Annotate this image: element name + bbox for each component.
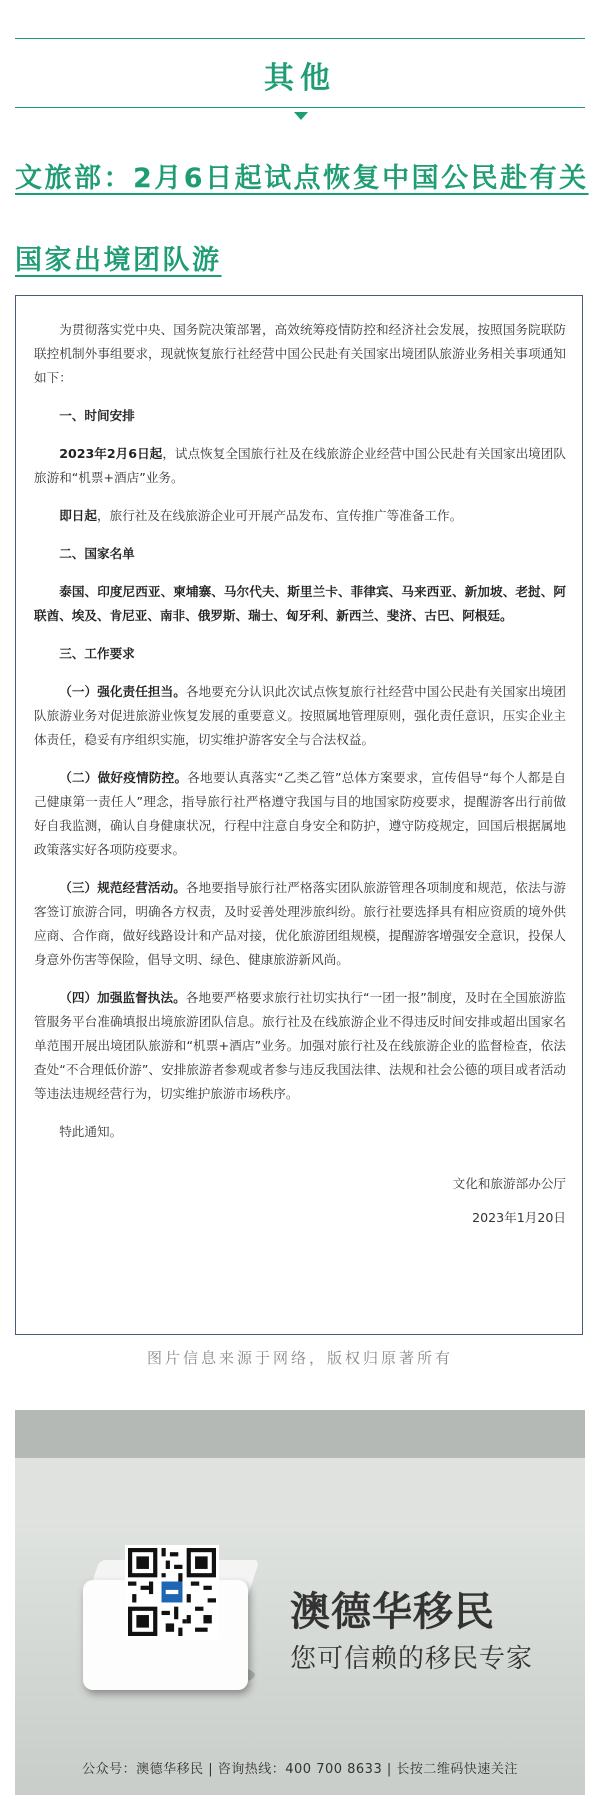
requirement-1: （一）强化责任担当。各地要充分认识此次试点恢复旅行社经营中国公民赴有关国家出境团队旅游业务对促进旅游业恢复发展的重要意义。按照属地管理原则，强化责任意识，压实企业主体责任，稳妥有序组织实施，切实维护游客安全与合法权益。 [34,684,567,747]
brand-name: 澳德华移民 [290,1589,495,1635]
section-1-heading: 一、时间安排 [59,408,135,423]
signature: 文化和旅游部办公厅 [452,1176,566,1191]
qr-code-graphic [128,1548,216,1636]
closing: 特此通知。 [59,1124,123,1139]
notice-intro: 为贯彻落实党中央、国务院决策部署，高效统筹疫情防控和经济社会发展，按照国务院联防联控机制外事组要求，现就恢复旅行社经营中国公民赴有关国家出境团队旅游业务相关事项通知如下： [34,322,566,385]
headline-link[interactable]: 文旅部：2月6日起试点恢复中国公民赴有关国家出境团队游 [15,163,589,276]
country-list: 泰国、印度尼西亚、柬埔寨、马尔代夫、斯里兰卡、菲律宾、马来西亚、新加坡、老挝、阿联酋、埃及、肯尼亚、南非、俄罗斯、瑞士、匈牙利、新西兰、斐济、古巴、阿根廷。 [34,584,566,623]
section-title: 其他 [264,61,336,96]
triangle-down-icon [294,112,308,120]
brand-slogan: 您可信赖的移民专家 [290,1644,534,1674]
ad-banner[interactable] [15,1410,585,1795]
notice-document [34,318,566,1230]
section-1-paragraph-1: 2023年2月6日起，试点恢复全国旅行社及在线旅游企业经营中国公民赴有关国家出境团队旅游和“机票+酒店”业务。 [34,446,567,485]
ad-footer: 公众号：澳德华移民 | 咨询热线：400 700 8633 | 长按二维码快速关注 [82,1762,518,1777]
qr-code-icon[interactable] [128,1548,216,1636]
requirement-4: （四）加强监督执法。各地要严格要求旅行社切实执行“一团一报”制度，及时在全国旅游监管服务平台准确填报出境旅游团队信息。旅行社及在线旅游企业不得违反时间安排或超出国家名单范围开展出境团队旅游和“机票+酒店”业务。加强对旅行社及在线旅游企业的监督检查，依法查处“不合理低价游”、安排旅游者参观或者参与违反我国法律、法规和社会公德的项目或者活动等违法违规经营行为，切实维护旅游市场秩序。 [34,990,566,1101]
ad-band-light [15,1458,585,1518]
requirement-3: （三）规范经营活动。各地要指导旅行社严格落实团队旅游管理各项制度和规范，依法与游客签订旅游合同，明确各方权责，及时妥善处理涉旅纠纷。旅行社要选择具有相应资质的境外供应商、合作商，做好线路设计和产品对接，优化旅游团组规模，提醒游客增强安全意识，投保人身意外伤害等保险，倡导文明、绿色、健康旅游新风尚。 [34,880,567,967]
section-3-heading: 三、工作要求 [59,646,135,661]
ad-band-top [15,1410,585,1458]
article-headline[interactable] [15,138,590,302]
requirement-2: （二）做好疫情防控。各地要认真落实“乙类乙管”总体方案要求，宣传倡导“每个人都是自己健康第一责任人”理念，指导旅行社严格遵守我国与目的地国家防疫要求，提醒游客出行前做好自我监测，确认自身健康状况，行程中注意自身安全和防护，遵守防疫规定，回国后根据属地政策落实好各项防疫要求。 [34,770,566,857]
section-2-heading: 二、国家名单 [59,546,135,561]
section-1-paragraph-2: 即日起，旅行社及在线旅游企业可开展产品发布、宣传推广等准备工作。 [59,508,463,523]
image-caption: 图片信息来源于网络，版权归原著所有 [146,1349,453,1367]
notice-date: 2023年1月20日 [472,1210,566,1225]
section-header [15,38,585,108]
